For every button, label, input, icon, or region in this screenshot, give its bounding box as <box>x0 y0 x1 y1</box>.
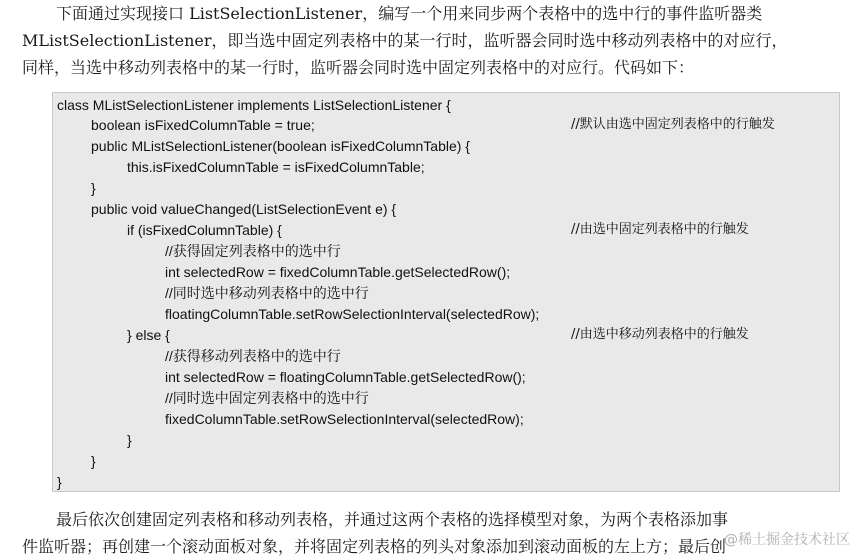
code-line-18: } <box>91 453 96 469</box>
code-line-3: public MListSelectionListener(boolean isFixedColumnTable) { <box>91 138 470 154</box>
intro-line-2: MListSelectionListener，即当选中固定列表格中的某一行时，监听器会同时选中移动列表格中的对应行， <box>22 31 788 50</box>
code-line-9: int selectedRow = fixedColumnTable.getSelectedRow(); <box>165 264 511 280</box>
code-line-6: public void valueChanged(ListSelectionEvent e) { <box>91 201 397 217</box>
code-line-4: this.isFixedColumnTable = isFixedColumnTable; <box>127 159 425 175</box>
code-line-11: floatingColumnTable.setRowSelectionInterval(selectedRow); <box>165 306 540 322</box>
outro-line-2: 件监听器；再创建一个滚动面板对象，并将固定列表格的列头对象添加到滚动面板的左上方；最后创 <box>22 537 727 556</box>
intro-line-3: 同样，当选中移动列表格中的某一行时，监听器会同时选中固定列表格中的对应行。代码如下： <box>22 58 695 77</box>
code-line-19: } <box>57 474 62 490</box>
outro-line-1: 最后依次创建固定列表格和移动列表格，并通过这两个表格的选择模型对象，为两个表格添加事 <box>56 510 729 529</box>
code-line-17: } <box>127 432 132 448</box>
code-line-15: //同时选中固定列表格中的选中行 <box>165 390 369 406</box>
code-line-1: class MListSelectionListener implements ListSelectionListener { <box>57 97 451 113</box>
code-line-7: if (isFixedColumnTable) { <box>127 222 282 238</box>
intro-line-1: 下面通过实现接口 ListSelectionListener，编写一个用来同步两个表格中的选中行的事件监听器类 <box>56 4 763 23</box>
code-comment-2: //默认由选中固定列表格中的行触发 <box>571 117 775 132</box>
code-comment-12: //由选中移动列表格中的行触发 <box>571 327 749 342</box>
code-line-5: } <box>91 180 96 196</box>
code-line-2: boolean isFixedColumnTable = true; <box>91 117 315 133</box>
intro-paragraph <box>22 0 838 81</box>
outro-paragraph <box>22 506 838 560</box>
code-line-12: } else { <box>127 327 170 343</box>
code-line-10: //同时选中移动列表格中的选中行 <box>165 285 369 301</box>
code-block <box>52 92 840 492</box>
code-comment-7: //由选中固定列表格中的行触发 <box>571 222 749 237</box>
watermark: @稀土掘金技术社区 <box>724 532 850 548</box>
code-line-14: int selectedRow = floatingColumnTable.getSelectedRow(); <box>165 369 526 385</box>
code-line-8: //获得固定列表格中的选中行 <box>165 243 341 259</box>
code-line-13: //获得移动列表格中的选中行 <box>165 348 341 364</box>
code-line-16: fixedColumnTable.setRowSelectionInterval(selectedRow); <box>165 411 524 427</box>
